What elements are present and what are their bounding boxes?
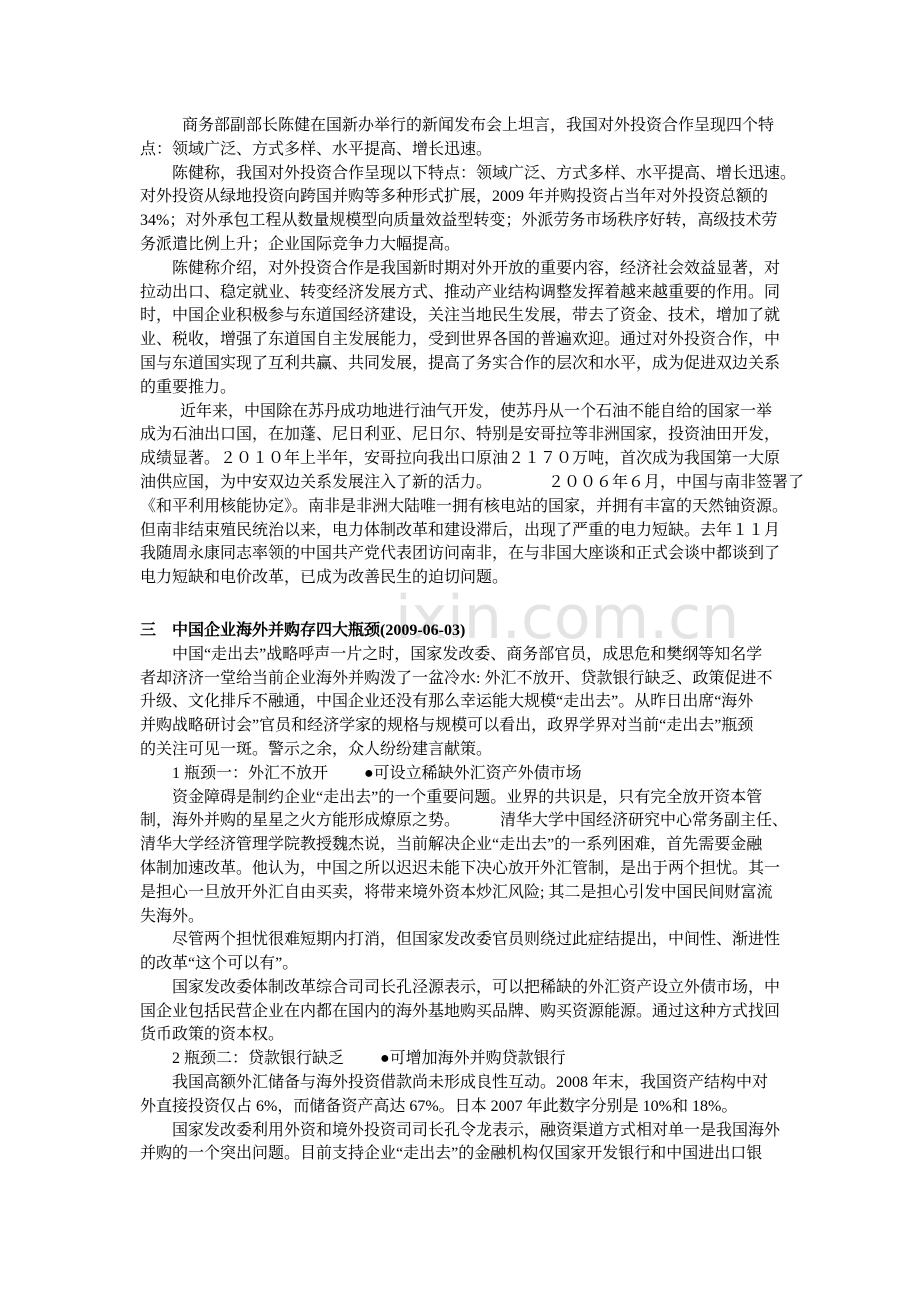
text-line: 的改革“这个可以有”。: [140, 955, 299, 973]
text-line: 点：领域广泛、方式多样、水平提高、增长迅速。: [140, 140, 493, 158]
section-heading: 三 中国企业海外并购存四大瓶颈(2009-06-03): [140, 621, 466, 639]
text-line: 时，中国企业积极参与东道国经济建设，关注当地民生发展，带去了资金、技术，增加了就: [140, 307, 781, 325]
text-line: 近年来，中国除在苏丹成功地进行油气开发，使苏丹从一个石油不能自给的国家一举: [180, 402, 773, 420]
text-line: 《和平利用核能协定》。南非是非洲大陆唯一拥有核电站的国家，并拥有丰富的天然铀资源。: [140, 497, 789, 515]
paragraph: [140, 786, 820, 929]
subheading-bottleneck-2: 2 瓶颈二：贷款银行缺乏 ●可增加海外并购贷款银行: [172, 1050, 566, 1068]
text-line: 者却济济一堂给当前企业海外并购泼了一盆冷水: 外汇不放开、贷款银行缺乏、政策促进不: [140, 669, 773, 687]
text-line: 业、税收，增强了东道国自主发展能力，受到世界各国的普遍欢迎。通过对外投资合作，中: [140, 331, 781, 349]
text-line: 电力短缺和电价改革，已成为改善民生的迫切问题。: [140, 569, 509, 587]
text-line: 资金障碍是制约企业“走出去”的一个重要问题。业界的共识是，只有完全放开资本管: [172, 788, 763, 806]
text-line: 国与东道国实现了互利共赢、共同发展，提高了务实合作的层次和水平，成为促进双边关系: [140, 354, 781, 372]
paragraph: [140, 1119, 820, 1167]
text-line: 是担心一旦放开外汇自由买卖，将带来境外资本炒汇风险; 其二是担心引发中国民间财富流: [140, 883, 773, 901]
text-line: 对外投资从绿地投资向跨国并购等多种形式扩展，2009 年并购投资占当年对外投资总额的: [140, 188, 769, 206]
text-line: 商务部副部长陈健在国新办举行的新闻发布会上坦言，我国对外投资合作呈现四个特: [182, 117, 775, 134]
text-line: 体制加速改革。他认为，中国之所以迟迟未能下决心放开外汇管制，是出于两个担忧。其一: [140, 859, 781, 877]
paragraph: [140, 400, 820, 590]
paragraph: [140, 928, 820, 976]
paragraph: [140, 1071, 820, 1119]
text-line: 外直接投资仅占 6%，而储备资产高达 67%。日本 2007 年此数字分别是 10%和 18%。: [140, 1097, 738, 1115]
text-line: 但南非结束殖民统治以来，电力体制改革和建设滞后，出现了严重的电力短缺。去年１１月: [140, 521, 781, 539]
text-line: 我国高额外汇储备与海外投资借款尚未形成良性互动。2008 年末，我国资产结构中对: [172, 1074, 769, 1092]
text-line: 陈健称，我国对外投资合作呈现以下特点：领域广泛、方式多样、水平提高、增长迅速。: [172, 164, 797, 182]
paragraph: [140, 643, 820, 762]
text-line: 的关注可见一斑。警示之余，众人纷纷建言献策。: [140, 740, 493, 758]
subheading-bottleneck-1: 1 瓶颈一：外汇不放开 ●可设立稀缺外汇资产外债市场: [172, 764, 582, 782]
text-line: 尽管两个担忧很难短期内打消，但国家发改委官员则绕过此症结提出，中间性、渐进性: [172, 931, 781, 949]
text-line: 成绩显著。２０１０年上半年，安哥拉向我出口原油２１７０万吨，首次成为我国第一大原: [140, 450, 781, 468]
text-line: 拉动出口、稳定就业、转变经济发展方式、推动产业结构调整发挥着越来越重要的作用。同: [140, 283, 781, 301]
text-line: 清华大学经济管理学院教授魏杰说，当前解决企业“走出去”的一系列困难，首先需要金融: [140, 836, 763, 854]
text-line: 升级、文化排斥不融通，中国企业还没有那么幸运能大规模“走出去”。从昨日出席“海外: [140, 693, 754, 711]
paragraph: [140, 976, 820, 1047]
text-line: 陈健称介绍，对外投资合作是我国新时期对外开放的重要内容，经济社会效益显著，对: [172, 259, 781, 277]
paragraph: [140, 257, 820, 400]
text-line: 失海外。: [140, 907, 205, 925]
text-line: 制，海外并购的星星之火方能形成燎原之势。 清华大学中国经济研究中心常务副主任、: [140, 812, 789, 830]
text-line: 34%；对外承包工程从数量规模型向质量效益型转变；外派劳务市场秩序好转，高级技术劳: [140, 212, 778, 230]
text-line: 国企业包括民营企业在内都在国内的海外基地购买品牌、购买资源能源。通过这种方式找回: [140, 1002, 781, 1020]
text-line: 务派遣比例上升；企业国际竞争力大幅提高。: [140, 235, 461, 253]
text-line: 中国“走出去”战略呼声一片之时，国家发改委、商务部官员，成思危和樊纲等知名学: [172, 645, 763, 663]
document-body: [140, 114, 820, 1166]
paragraph: [140, 162, 820, 257]
watermark: ixin.com.cn: [395, 583, 740, 653]
text-line: 成为石油出口国，在加蓬、尼日利亚、尼日尔、特别是安哥拉等非洲国家，投资油田开发，: [140, 426, 781, 444]
text-line: 国家发改委体制改革综合司司长孔泾源表示，可以把稀缺的外汇资产设立外债市场，中: [172, 978, 781, 996]
text-line: 国家发改委利用外资和境外投资司司长孔令龙表示，融资渠道方式相对单一是我国海外: [172, 1121, 781, 1139]
text-line: 并购战略研讨会”官员和经济学家的规格与规模可以看出，政界学界对当前“走出去”瓶颈: [140, 717, 754, 735]
text-line: 并购的一个突出问题。目前支持企业“走出去”的金融机构仅国家开发银行和中国进出口银: [140, 1145, 763, 1163]
text-line: 货币政策的资本权。: [140, 1026, 285, 1044]
text-line: 的重要推力。: [140, 378, 237, 396]
text-line: 油供应国，为中安双边关系发展注入了新的活力。 ２００６年６月，中国与南非签署了: [140, 473, 805, 491]
paragraph: [140, 114, 820, 162]
text-line: 我随周永康同志率领的中国共产党代表团访问南非，在与非国大座谈和正式会谈中都谈到了: [140, 545, 781, 563]
